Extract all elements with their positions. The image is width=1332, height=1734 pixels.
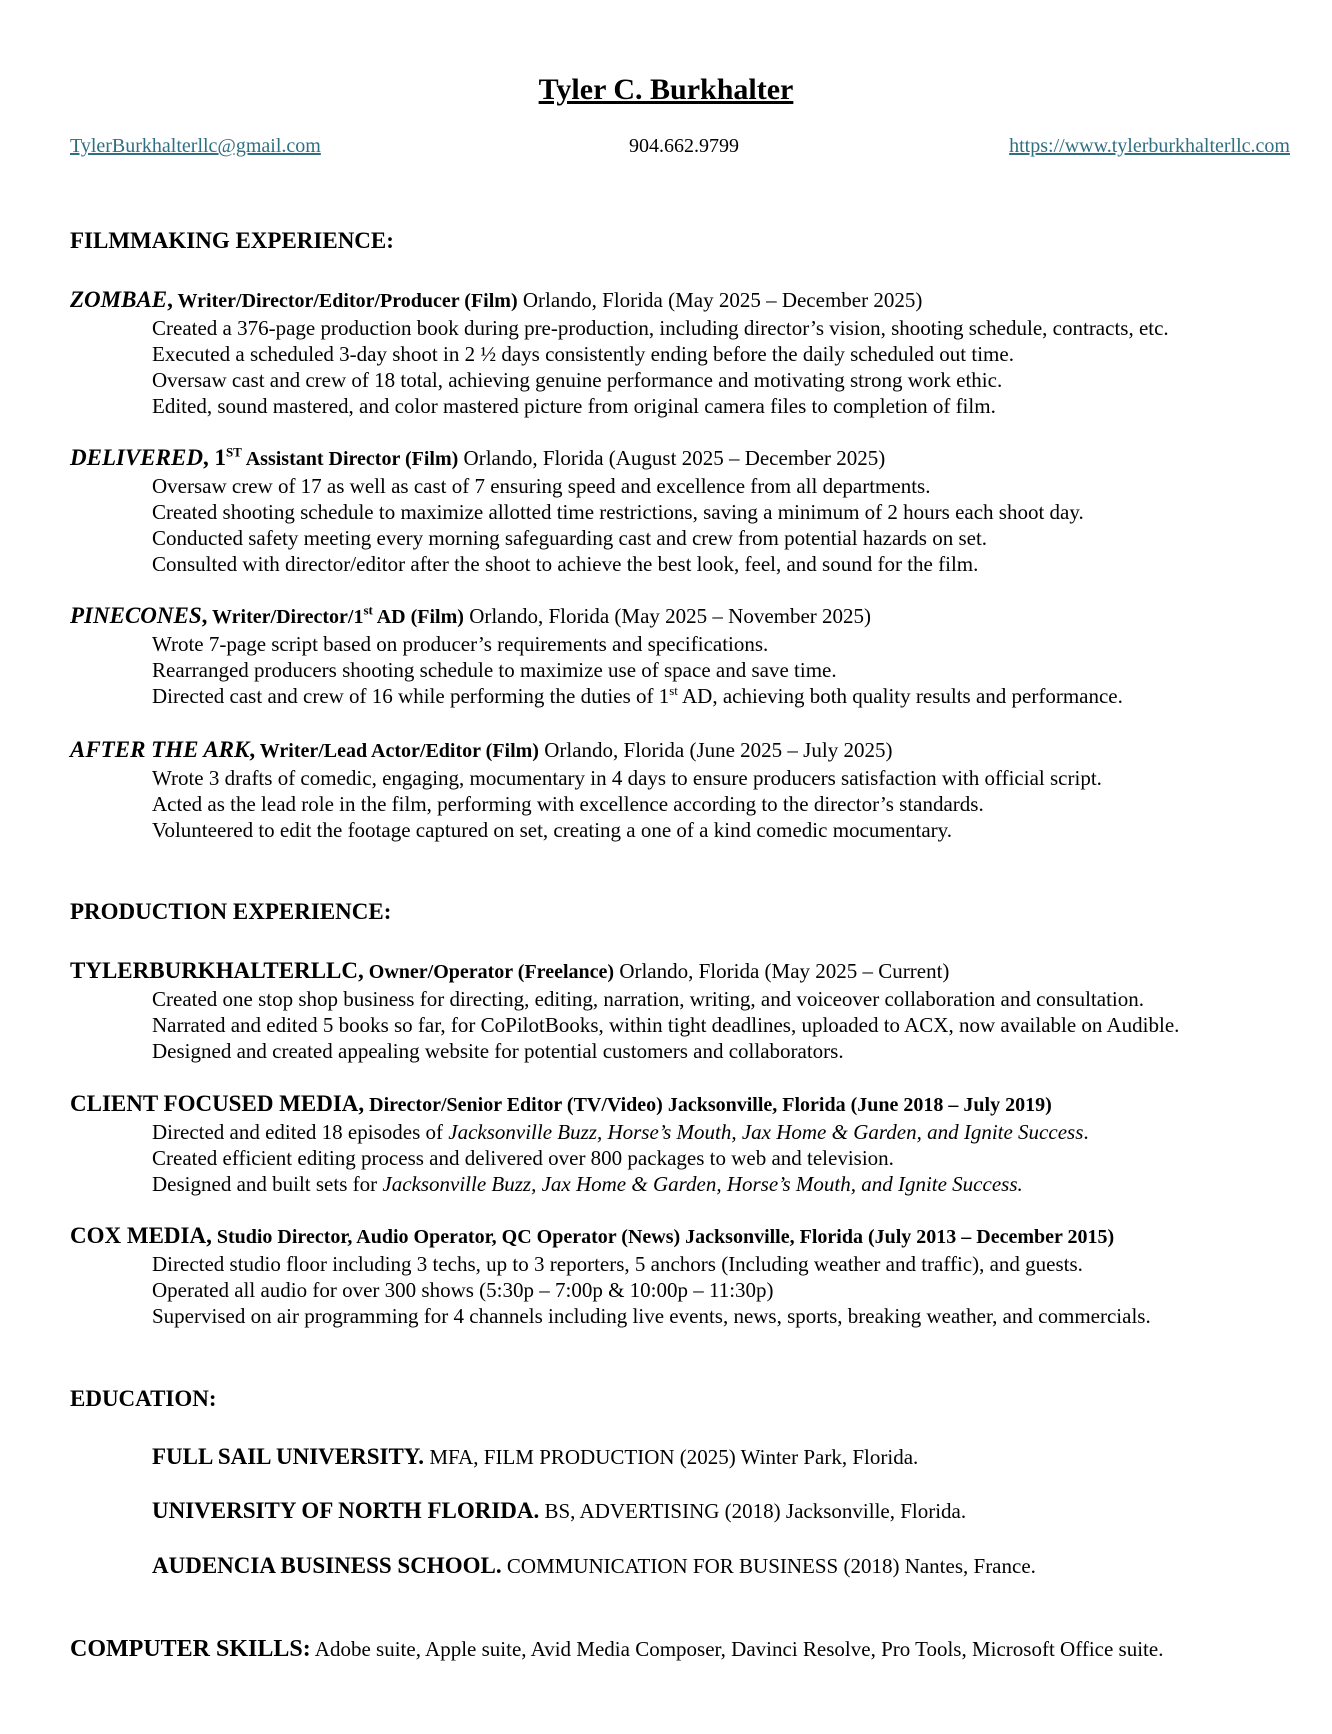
superscript: ST	[225, 444, 242, 460]
list-item: Acted as the lead role in the film, performing with excellence according to the director’s standards.	[152, 792, 984, 816]
superscript: st	[669, 683, 678, 698]
entry-pinecones	[70, 602, 1310, 709]
skills-value: Adobe suite, Apple suite, Avid Media Composer, Davinci Resolve, Pro Tools, Microsoft Office suite.	[310, 1637, 1164, 1661]
contact-row	[70, 133, 1290, 159]
entry-bullets	[70, 1251, 1310, 1329]
entry-org: CLIENT FOCUSED MEDIA,	[70, 1091, 365, 1116]
school-name: UNIVERSITY OF NORTH FLORIDA.	[152, 1498, 540, 1523]
list-item: Supervised on air programming for 4 channels including live events, news, sports, breaking weather, and commercials.	[152, 1304, 1151, 1328]
school-name: FULL SAIL UNIVERSITY.	[152, 1444, 425, 1469]
entry-zombae	[70, 286, 1310, 419]
entry-role: Writer/Lead Actor/Editor (Film)	[255, 740, 539, 762]
entry-location: Orlando, Florida (May 2025 – November 2025)	[463, 604, 872, 628]
entry-org: ZOMBAE	[70, 287, 168, 312]
entry-location: Orlando, Florida (August 2025 – December 2025)	[458, 446, 886, 470]
list-item: Conducted safety meeting every morning safeguarding cast and crew from potential hazards on set.	[152, 526, 988, 550]
list-item: Designed and created appealing website for potential customers and collaborators.	[152, 1039, 844, 1063]
entry-bullets	[70, 986, 1310, 1064]
bullet-text: .	[1083, 1120, 1089, 1144]
website-link[interactable]: https://www.tylerburkhalterllc.com	[1009, 135, 1290, 157]
school-detail: BS, ADVERTISING (2018) Jacksonville, Florida.	[539, 1499, 967, 1523]
entry-heading	[70, 1222, 1310, 1251]
entry-org: COX MEDIA,	[70, 1223, 212, 1248]
list-item: Wrote 7-page script based on producer’s requirements and specifications.	[152, 632, 769, 656]
show-titles: Jacksonville Buzz, Horse’s Mouth, Jax Home & Garden, and Ignite Success	[448, 1120, 1084, 1144]
email-link[interactable]: TylerBurkhalterllc@gmail.com	[70, 135, 321, 157]
entry-sep: ,	[167, 287, 173, 312]
entry-role: Director/Senior Editor (TV/Video)	[364, 1094, 663, 1116]
production-section-title: PRODUCTION EXPERIENCE:	[70, 899, 392, 924]
education-item	[152, 1443, 918, 1471]
list-item: Wrote 3 drafts of comedic, engaging, mocumentary in 4 days to ensure producers satisfaction with official script.	[152, 766, 1102, 790]
skills-label: COMPUTER SKILLS:	[70, 1636, 311, 1662]
entry-role: Studio Director, Audio Operator, QC Operator (News)	[211, 1226, 681, 1248]
list-item: Created a 376-page production book during pre-production, including director’s vision, shooting schedule, contracts, etc.	[152, 316, 1169, 340]
entry-heading	[70, 736, 1310, 765]
bullet-text: Designed and built sets for	[152, 1172, 383, 1196]
entry-heading	[70, 1090, 1310, 1119]
list-item: Oversaw crew of 17 as well as cast of 7 ensuring speed and excellence from all departments.	[152, 474, 931, 498]
filmmaking-section-title: FILMMAKING EXPERIENCE:	[70, 228, 394, 253]
bullet-text: Directed and edited 18 episodes of	[152, 1120, 449, 1144]
entry-sep: , 1	[202, 445, 226, 470]
list-item: Executed a scheduled 3-day shoot in 2 ½ days consistently ending before the daily scheduled out time.	[152, 342, 1014, 366]
entry-org: DELIVERED	[70, 445, 203, 470]
entry-client-focused-media	[70, 1090, 1310, 1197]
school-detail: COMMUNICATION FOR BUSINESS (2018) Nantes, France.	[501, 1554, 1036, 1578]
list-item	[152, 1171, 1310, 1197]
education-item	[152, 1497, 966, 1525]
entry-location: Orlando, Florida (June 2025 – July 2025)	[538, 738, 893, 762]
list-item	[152, 1119, 1310, 1145]
entry-sep: ,	[249, 737, 256, 762]
list-item: Edited, sound mastered, and color mastered picture from original camera files to completion of film.	[152, 394, 996, 418]
list-item: Created one stop shop business for directing, editing, narration, writing, and voiceover collaboration and consultation.	[152, 987, 1145, 1011]
entry-heading	[70, 602, 1310, 631]
bullet-text: AD, achieving both quality results and performance.	[677, 684, 1123, 708]
entry-bullets	[70, 315, 1310, 419]
entry-bullets	[70, 473, 1310, 577]
entry-org: TYLERBURKHALTERLLC,	[70, 958, 364, 983]
entry-role: Assistant Director (Film)	[241, 448, 459, 470]
entry-after-the-ark	[70, 736, 1310, 843]
school-detail: MFA, FILM PRODUCTION (2025) Winter Park, Florida.	[424, 1445, 919, 1469]
list-item: Narrated and edited 5 books so far, for CoPilotBooks, within tight deadlines, uploaded to ACX, now available on Audible.	[152, 1013, 1180, 1037]
entry-org: AFTER THE ARK	[70, 737, 250, 762]
entry-location: Orlando, Florida (May 2025 – December 2025)	[517, 288, 923, 312]
entry-cox-media	[70, 1222, 1310, 1329]
entry-heading	[70, 286, 1310, 315]
entry-bullets	[70, 765, 1310, 843]
entry-tylerburkhalterllc	[70, 957, 1310, 1064]
entry-delivered	[70, 444, 1310, 577]
entry-location: Jacksonville, Florida (June 2018 – July 2019)	[662, 1094, 1052, 1116]
entry-role: Owner/Operator (Freelance)	[363, 961, 615, 983]
entry-bullets	[70, 1119, 1310, 1197]
list-item: Rearranged producers shooting schedule to maximize use of space and save time.	[152, 658, 837, 682]
school-name: AUDENCIA BUSINESS SCHOOL.	[152, 1553, 502, 1578]
list-item: Operated all audio for over 300 shows (5:30p – 7:00p & 10:00p – 11:30p)	[152, 1278, 774, 1302]
resume-name: Tyler C. Burkhalter	[538, 73, 794, 106]
entry-role-suffix: AD (Film)	[372, 606, 464, 628]
entry-role: Writer/Director/1	[207, 606, 364, 628]
list-item: Consulted with director/editor after the shoot to achieve the best look, feel, and sound for the film.	[152, 552, 979, 576]
phone-number: 904.662.9799	[628, 135, 739, 157]
show-titles: Jacksonville Buzz, Jax Home & Garden, Horse’s Mouth, and Ignite Success.	[382, 1172, 1023, 1196]
list-item	[152, 683, 1310, 709]
list-item: Volunteered to edit the footage captured on set, creating a one of a kind comedic mocumentary.	[152, 818, 953, 842]
list-item: Directed studio floor including 3 techs, up to 3 reporters, 5 anchors (Including weather and traffic), and guests.	[152, 1252, 1083, 1276]
entry-sep: ,	[201, 603, 208, 628]
entry-org: PINECONES	[70, 603, 202, 628]
bullet-text: Directed cast and crew of 16 while performing the duties of 1	[152, 684, 670, 708]
education-item	[152, 1552, 1036, 1580]
entry-location: Jacksonville, Florida (July 2013 – December 2015)	[680, 1226, 1115, 1248]
education-section-title: EDUCATION:	[70, 1386, 217, 1411]
list-item: Oversaw cast and crew of 18 total, achieving genuine performance and motivating strong work ethic.	[152, 368, 1003, 392]
list-item: Created efficient editing process and delivered over 800 packages to web and television.	[152, 1146, 894, 1170]
computer-skills	[70, 1636, 1163, 1662]
superscript: st	[363, 602, 373, 618]
entry-role: Writer/Director/Editor/Producer (Film)	[172, 290, 518, 312]
entry-heading	[70, 444, 1310, 473]
entry-location: Orlando, Florida (May 2025 – Current)	[614, 959, 950, 983]
entry-bullets	[70, 631, 1310, 709]
list-item: Created shooting schedule to maximize allotted time restrictions, saving a minimum of 2 hours each shoot day.	[152, 500, 1084, 524]
entry-heading	[70, 957, 1310, 986]
